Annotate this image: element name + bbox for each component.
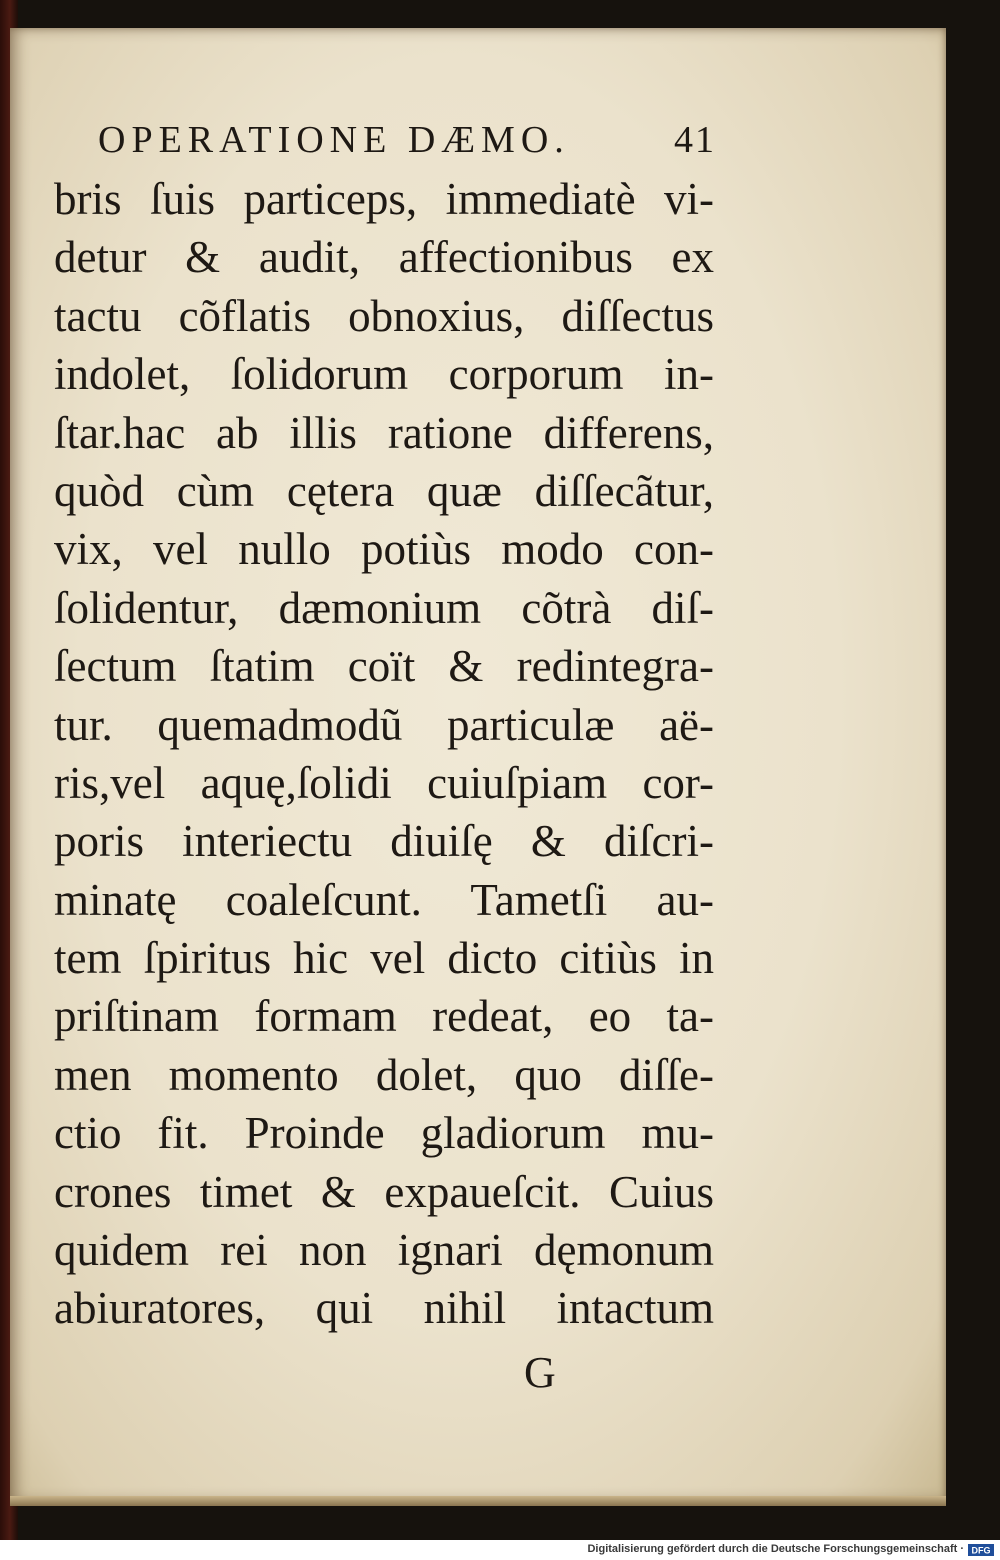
text-line: minatę coaleſcunt. Tametſi au-: [54, 874, 714, 925]
text-line: tur. quemadmodũ particulæ aë-: [54, 699, 714, 750]
text-line: priſtinam formam redeat, eo ta-: [54, 991, 714, 1042]
text-line: poris interiectu diuiſę & diſcri-: [54, 816, 714, 867]
running-header: [98, 118, 716, 162]
funding-credit: Digitalisierung gefördert durch die Deutsche Forschungsgemeinschaft ·: [587, 1543, 964, 1555]
text-line: men momento dolet, quo diſſe-: [54, 1049, 714, 1100]
page-bottom-edge: [10, 1496, 946, 1506]
text-line: abiuratores, qui nihil intactum: [54, 1283, 714, 1334]
text-line: quòd cùm cętera quæ diſſecãtur,: [54, 465, 714, 516]
credit-bar: [0, 1540, 1000, 1560]
page-number: 41: [674, 119, 716, 161]
text-line: vix, vel nullo potiùs modo con-: [54, 524, 714, 575]
text-line: tactu cõflatis obnoxius, diſſectus: [54, 290, 714, 341]
signature-mark: G: [524, 1348, 556, 1397]
text-line: indolet, ſolidorum corporum in-: [54, 349, 714, 400]
text-line: crones timet & expaueſcit. Cuius: [54, 1166, 714, 1217]
text-line: detur & audit, affectionibus ex: [54, 232, 714, 283]
text-line: ſtar.hac ab illis ratione differens,: [54, 407, 714, 458]
dfg-logo-icon: [968, 1544, 994, 1556]
svg-text:DFG: DFG: [971, 1545, 991, 1556]
text-line: quidem rei non ignari dęmonum: [54, 1225, 714, 1276]
text-line: ſolidentur, dæmonium cõtrà diſ-: [54, 582, 714, 633]
text-line: tem ſpiritus hic vel dicto citiùs in: [54, 933, 714, 984]
text-line: bris ſuis particeps, immediatè vi-: [54, 174, 714, 224]
text-line: ſectum ſtatim coït & redintegra-: [54, 641, 714, 692]
running-title: OPERATIONE DÆMO.: [98, 119, 570, 161]
body-text: [54, 170, 714, 1338]
text-line: ctio fit. Proinde gladiorum mu-: [54, 1108, 714, 1159]
text-line: ris,vel aquę,ſolidi cuiuſpiam cor-: [54, 757, 714, 808]
